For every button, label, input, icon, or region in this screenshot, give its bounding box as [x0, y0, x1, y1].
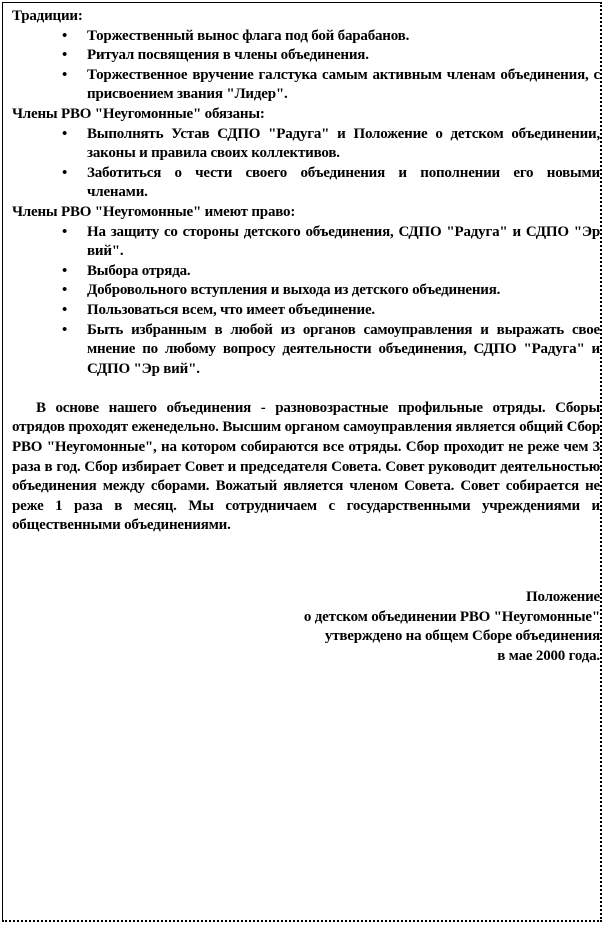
list-item: • Торжественное вручение галстука самым активным членам объединения, с присвоением звания "Лидер". [12, 66, 600, 105]
list-item: • Торжественный вынос флага под бой барабанов. [12, 27, 600, 47]
duties-heading: Члены РВО "Неугомонные" обязаны: [12, 105, 265, 122]
rights-list [12, 223, 600, 380]
list-item: • Заботиться о чести своего объединения и пополнении его новыми [12, 164, 600, 184]
traditions-list [12, 27, 600, 105]
list-item: • Пользоваться всем, что имеет объединение. [12, 301, 600, 321]
signature-line: Положение [526, 589, 600, 606]
list-item: • Выполнять Устав СДПО "Радуга" и Положение о детском объединении, законы и правила своих коллективов. [12, 125, 600, 164]
rights-heading: Члены РВО "Неугомонные" имеют право: [12, 203, 296, 220]
traditions-heading: Традиции: [12, 8, 83, 24]
list-item: • Быть избранным в любой из органов самоуправления и выражать свое мнение по любому вопросу деятельности объединения, СДПО "Радуга" и СДПО "Эр вий". [12, 321, 600, 380]
duties-list [12, 125, 600, 184]
signature-line: о детском объединении РВО "Неугомонные" [303, 608, 600, 625]
signature-line: утверждено на общем Сборе объединения [324, 628, 600, 645]
list-item: • Выбора отряда. [12, 262, 600, 282]
list-item: • Ритуал посвящения в члены объединения. [12, 46, 600, 66]
list-item: • На защиту со стороны детского объединения, СДПО "Радуга" и СДПО "Эр вий". [12, 223, 600, 262]
signature-line: в мае 2000 года. [497, 647, 600, 664]
signature-block [12, 588, 600, 666]
body-paragraph: В основе нашего объединения - разновозрастные профильные отряды. Сборы отрядов проходят еженедельно. Высшим органом самоуправления является общий Сбор РВО "Неугомонные", на котором собираются все отряды. Сбор проходит не реже чем 3 раза в год. Сбор избирает Совет и председателя Совета. Совет руководит деятельностью объединения между сборами. Вожатый является членом Совета. Совет собирается не реже 1 раза в месяц. Мы сотрудничаем с государственными учреждениями и общественными объединениями. [12, 399, 600, 534]
list-item-continuation: членами. [87, 184, 148, 201]
document-content [12, 7, 600, 666]
list-item: • Добровольного вступления и выхода из детского объединения. [12, 281, 600, 301]
